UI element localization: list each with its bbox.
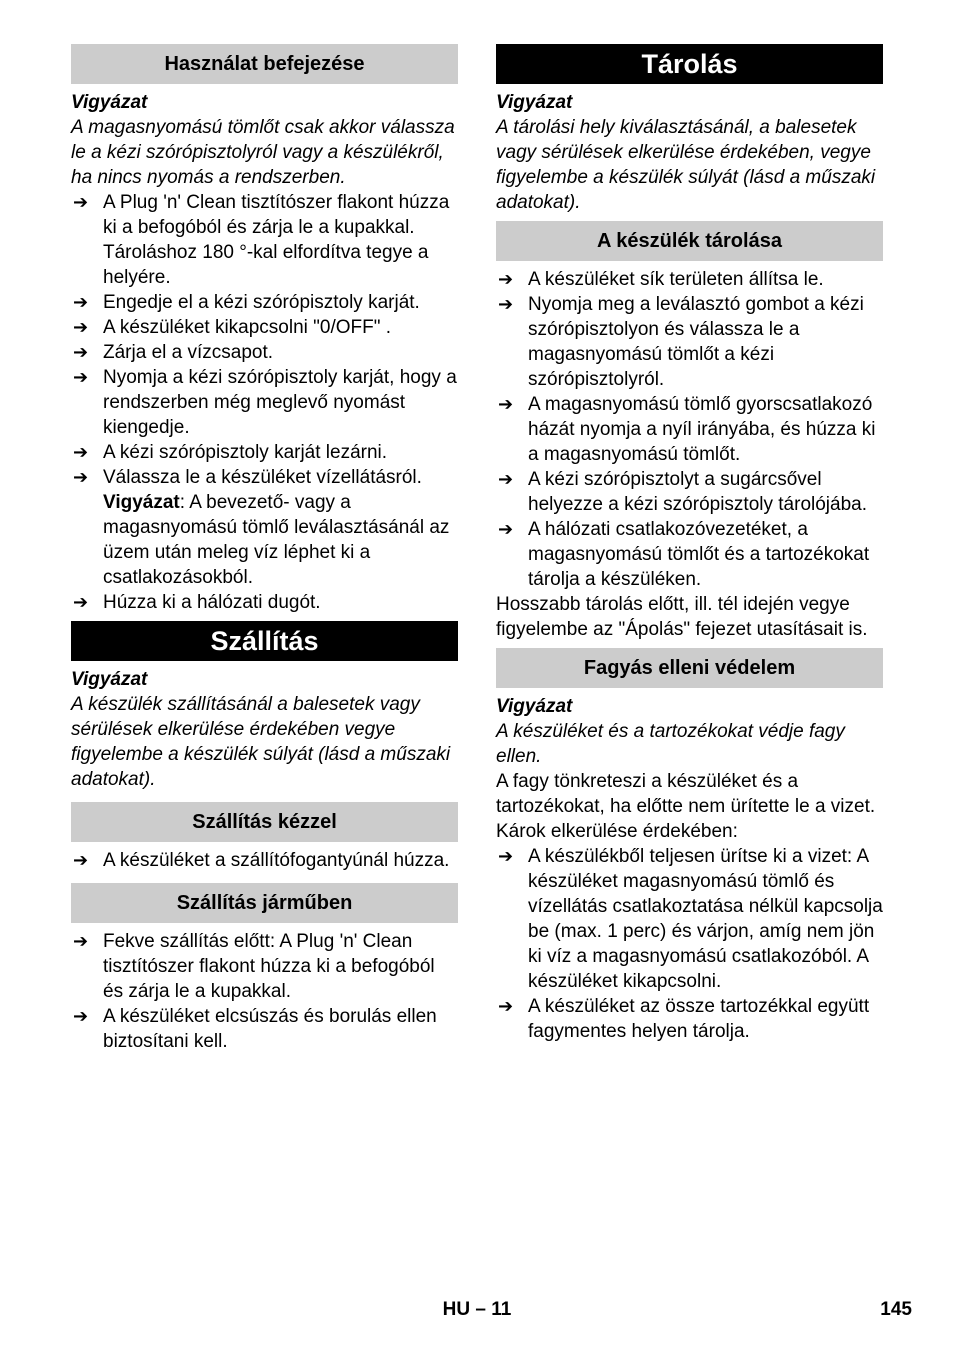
heading-finishing-use: Használat befejezése [71,44,458,84]
heading-storage: Tárolás [496,44,883,84]
caution-title: Vigyázat [496,92,573,113]
arrow-icon: ➔ [498,394,514,414]
list-item: ➔ Nyomja meg a leválasztó gombot a kézi szórópisztolyon és válassza le a magasnyomású tömlőt a kézi szórópisztolyról. [498,294,864,390]
note-text: : A bevezető- vagy a magasnyomású tömlő leválasztásánál az üzem után meleg víz léphet ki a csatlakozásokból. [103,492,450,588]
list-item: ➔ A készüléket kikapcsolni "0/OFF" . [73,317,392,338]
arrow-icon: ➔ [498,469,514,489]
list-item: ➔ Válassza le a készüléket vízellátásról. Vigyázat: A bevezető- vagy a magasnyomású tömlő leválasztásánál az üzem után meleg víz léphet ki a csatlakozásokból. [73,467,450,588]
heading-transport: Szállítás [71,621,458,661]
arrow-icon: ➔ [73,192,89,212]
list-item: ➔ A készüléket az össze tartozékkal együtt fagymentes helyen tárolja. [498,996,870,1042]
list-item: ➔ A kézi szórópisztoly karját lezárni. [73,442,388,463]
list-item: ➔ A készülékből teljesen ürítse ki a vizet: A készüléket magasnyomású tömlő és vízellátás csatlakoztatása nélkül kapcsolja be (max. 1 perc) és várjon, amíg nem jön ki víz a magasnyomású csatlakozóból. A készüléket kikapcsolni. [498,846,883,992]
note-label: Vigyázat [103,492,180,513]
arrow-icon: ➔ [73,342,89,362]
heading-frost-protection: Fagyás elleni védelem [496,648,883,688]
list-item: ➔ A készüléket sík területen állítsa le. [498,269,824,290]
list-item: ➔ A hálózati csatlakozóvezetéket, a magasnyomású tömlőt és a tartozékokat tárolja a készüléken. [498,519,870,590]
list-item: ➔ Húzza ki a hálózati dugót. [73,592,321,613]
list-item: ➔ A kézi szórópisztolyt a sugárcsővel helyezze a kézi szórópisztoly tárolójába. [498,469,868,515]
arrow-icon: ➔ [73,850,89,870]
list-item: ➔ Zárja el a vízcsapot. [73,342,274,363]
arrow-icon: ➔ [498,294,514,314]
transport-hand-steps [71,848,458,873]
arrow-icon: ➔ [73,292,89,312]
long-storage-note: Hosszabb tárolás előtt, ill. tél idején vegye figyelembe az "Ápolás" fejezet utasításait is. [496,594,868,640]
footer-section-label: HU – 11 [442,1299,512,1320]
page-number: 145 [880,1299,912,1320]
arrow-icon: ➔ [73,367,89,387]
heading-storing-device: A készülék tárolása [496,221,883,261]
arrow-icon: ➔ [73,592,89,612]
left-column [71,44,458,1054]
list-item: ➔ A készüléket elcsúszás és borulás ellen biztosítani kell. [73,1006,437,1052]
list-item: ➔ A készüléket a szállítófogantyúnál húzza. [73,850,450,871]
arrow-icon: ➔ [498,846,514,866]
frost-paragraph: A fagy tönkreteszi a készüléket és a tartozékokat, ha előtte nem ürítette le a vizet. Károk elkerülése érdekében: [496,771,876,842]
storage-steps [496,267,883,592]
caution-title: Vigyázat [71,92,148,113]
list-item: ➔ Fekve szállítás előtt: A Plug 'n' Clean tisztítószer flakont húzza ki a befogóból és zárja le a kupakkal. [73,931,435,1002]
caution-text: A tárolási hely kiválasztásánál, a balesetek vagy sérülések elkerülése érdekében, vegye figyelembe a készülék súlyát (lásd a műszaki adatokat). [496,117,876,213]
arrow-icon: ➔ [73,317,89,337]
list-item: ➔ Nyomja a kézi szórópisztoly karját, hogy a rendszerben még meglevő nyomást kiengedje. [73,367,457,438]
list-item: ➔ Engedje el a kézi szórópisztoly karját. [73,292,420,313]
frost-steps [496,844,883,1044]
list-item: ➔ A Plug 'n' Clean tisztítószer flakont húzza ki a befogóból és zárja le a kupakkal. Tároláshoz 180 °-kal elfordítva tegye a helyére. [73,192,450,288]
caution-text: A magasnyomású tömlőt csak akkor válassza le a kézi szórópisztolyról vagy a készülékről, ha nincs nyomás a rendszerben. [71,117,455,188]
caution-text: A készüléket és a tartozékokat védje fagy ellen. [496,721,845,767]
list-item: ➔ A magasnyomású tömlő gyorscsatlakozó házát nyomja a nyíl irányába, és húzza ki a magasnyomású tömlőt. [498,394,876,465]
arrow-icon: ➔ [73,442,89,462]
arrow-icon: ➔ [498,269,514,289]
finishing-steps [71,190,458,615]
right-column [496,44,883,1044]
heading-transport-by-hand: Szállítás kézzel [71,802,458,842]
arrow-icon: ➔ [73,931,89,951]
arrow-icon: ➔ [73,1006,89,1026]
caution-title: Vigyázat [496,696,573,717]
transport-vehicle-steps [71,929,458,1054]
heading-transport-in-vehicle: Szállítás járműben [71,883,458,923]
arrow-icon: ➔ [498,519,514,539]
arrow-icon: ➔ [498,996,514,1016]
caution-text: A készülék szállításánál a balesetek vagy sérülések elkerülése érdekében vegye figyelembe a készülék súlyát (lásd a műszaki adatokat). [71,694,451,790]
arrow-icon: ➔ [73,467,89,487]
caution-title: Vigyázat [71,669,148,690]
